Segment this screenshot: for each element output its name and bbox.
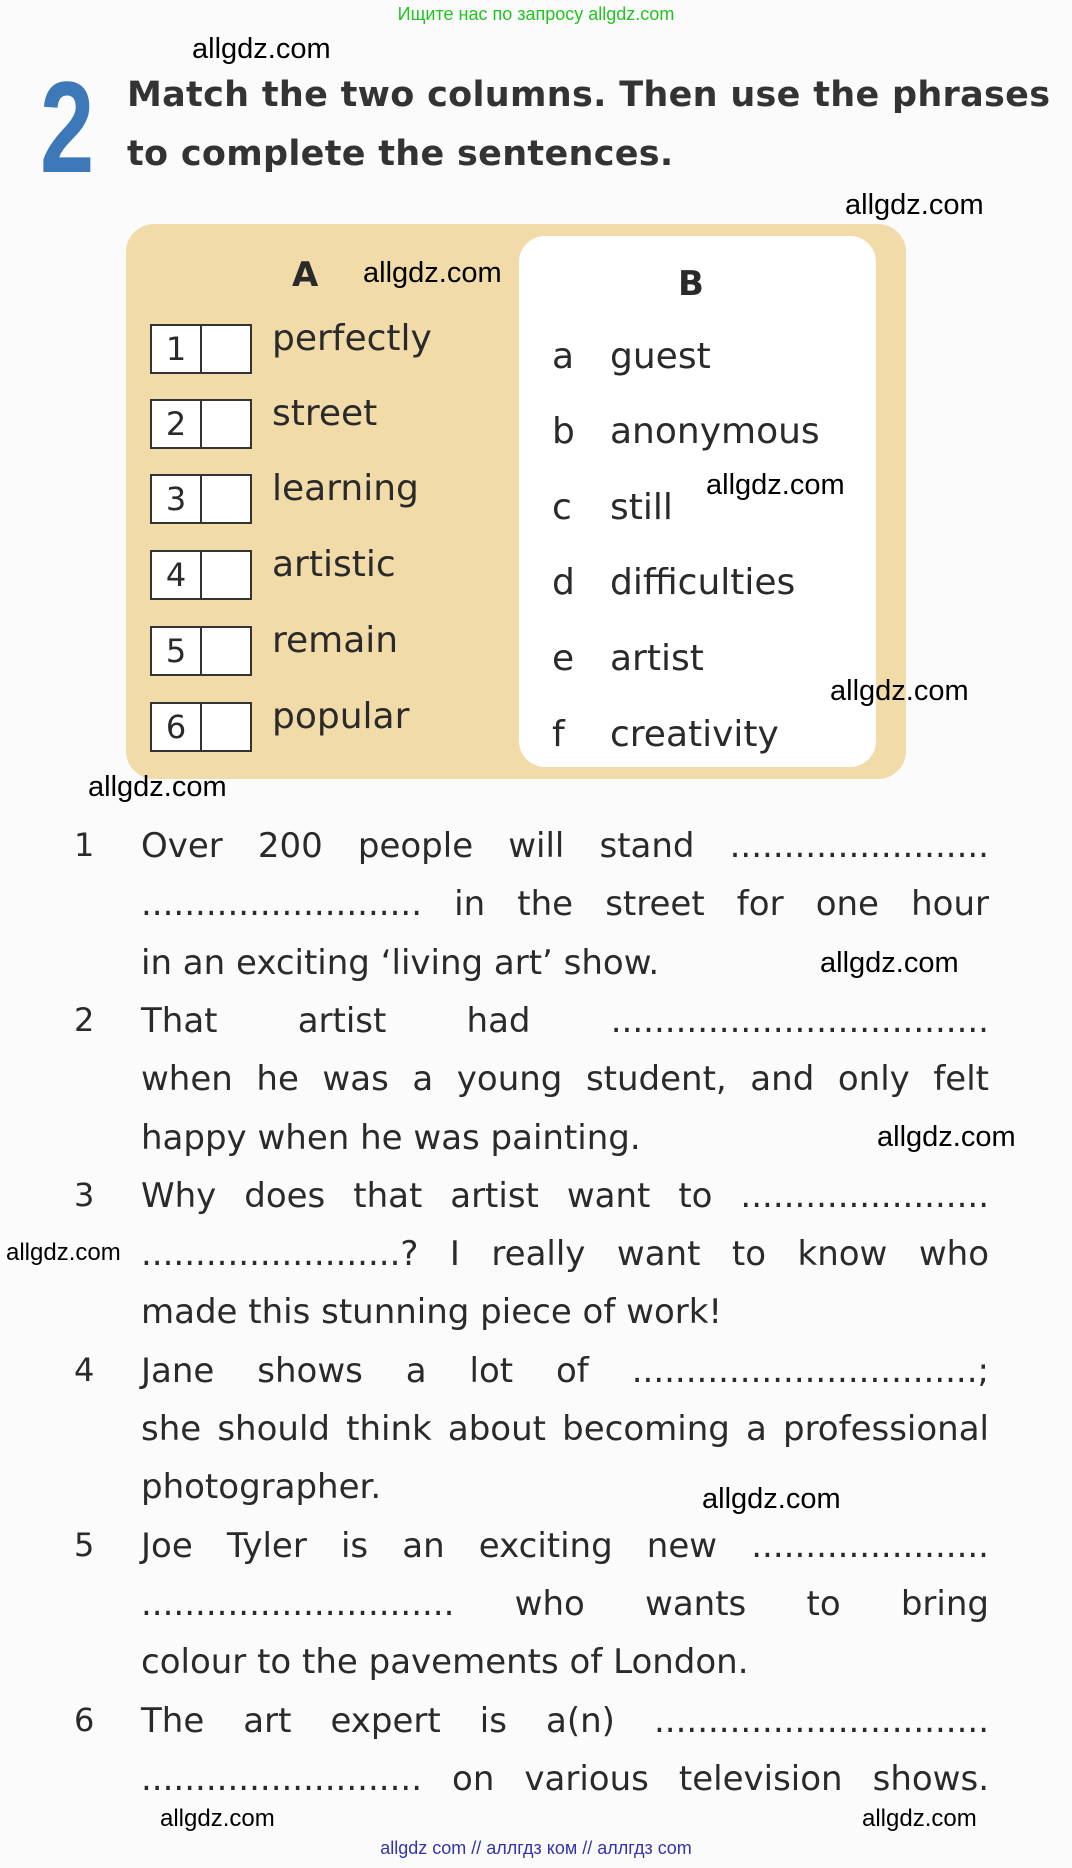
sentence-line: when he was a young student, and only felt [141,1059,989,1100]
sentence-line: ........................? I really want to know who [141,1234,989,1275]
exercise-number: 2 [40,54,95,200]
watermark: allgdz.com [877,1121,1016,1153]
column-b-letter: f [552,714,565,755]
column-b-word: artist [610,638,704,679]
answer-box[interactable] [150,474,252,524]
item-number: 4 [152,552,202,598]
sentence-line: happy when he was painting. [141,1117,641,1158]
sentence-line: Joe Tyler is an exciting new ...................... [141,1525,989,1566]
sentence-line: .......................... on various television shows. [141,1758,989,1799]
item-number: 3 [152,476,202,522]
column-b-word: creativity [610,714,779,755]
item-number: 1 [152,326,202,372]
watermark: allgdz.com [845,189,984,221]
sentence-number: 3 [74,1175,95,1214]
answer-box[interactable] [150,399,252,449]
sentence-line: made this stunning piece of work! [141,1292,723,1333]
column-b-letter: c [552,487,572,528]
sentence-number: 5 [74,1525,95,1564]
sentence-line: Over 200 people will stand ........................ [141,826,989,866]
item-number: 5 [152,628,202,674]
watermark: allgdz.com [706,469,845,501]
sentence-line: Jane shows a lot of ................................; [141,1350,989,1391]
answer-box[interactable] [150,626,252,676]
sentence-line: photographer. [141,1467,382,1508]
instruction-line-1: Match the two columns. Then use the phrases [127,75,1051,115]
column-a-word: street [272,393,378,434]
sentence-line: she should think about becoming a professional [141,1409,989,1449]
column-a-header: A [292,255,319,295]
answer-box[interactable] [150,702,252,752]
watermark: allgdz.com [363,257,502,289]
column-b-word: anonymous [610,411,820,452]
column-b-letter: a [552,336,575,377]
sentence-line: colour to the pavements of London. [141,1642,749,1683]
sentence-line: That artist had ................................... [141,1000,989,1041]
watermark: allgdz.com [6,1239,121,1266]
sentence-line: .......................... in the street for one hour [141,884,989,925]
top-banner: Ищите нас по запросу allgdz.com [397,4,675,24]
sentence-line: The art expert is a(n) ............................... [141,1700,989,1741]
sentence-number: 2 [74,1000,95,1039]
column-a-word: popular [272,696,410,737]
column-a-word: remain [272,620,399,661]
watermark: allgdz.com [192,33,331,65]
column-b-word: still [610,487,673,528]
column-b-letter: d [552,562,575,603]
column-b-letter: b [552,411,575,452]
column-b-word: difficulties [610,562,796,603]
watermark: allgdz.com [862,1805,977,1832]
item-number: 6 [152,704,202,750]
answer-box[interactable] [150,550,252,600]
column-b-letter: e [552,638,575,679]
column-b-word: guest [610,336,711,377]
watermark: allgdz.com [160,1805,275,1832]
column-a-word: learning [272,468,419,509]
sentence-line: in an exciting ‘living art’ show. [141,942,660,983]
column-b-header: B [678,264,704,304]
watermark: allgdz.com [88,771,227,803]
sentence-line: ............................. who wants to bring [141,1583,989,1624]
footer-links: allgdz com // аллгдз ком // аллгдз com [380,1838,692,1858]
item-number: 2 [152,401,202,447]
column-a-word: perfectly [272,318,432,359]
watermark: allgdz.com [820,947,959,979]
watermark: allgdz.com [702,1483,841,1515]
sentence-number: 4 [74,1350,95,1389]
column-a-word: artistic [272,544,396,585]
sentence-number: 6 [74,1700,95,1739]
sentence-number: 1 [74,826,95,864]
instruction-line-2: to complete the sentences. [127,134,674,174]
watermark: allgdz.com [830,675,969,707]
answer-box[interactable] [150,324,252,374]
sentence-line: Why does that artist want to ....................... [141,1175,989,1216]
